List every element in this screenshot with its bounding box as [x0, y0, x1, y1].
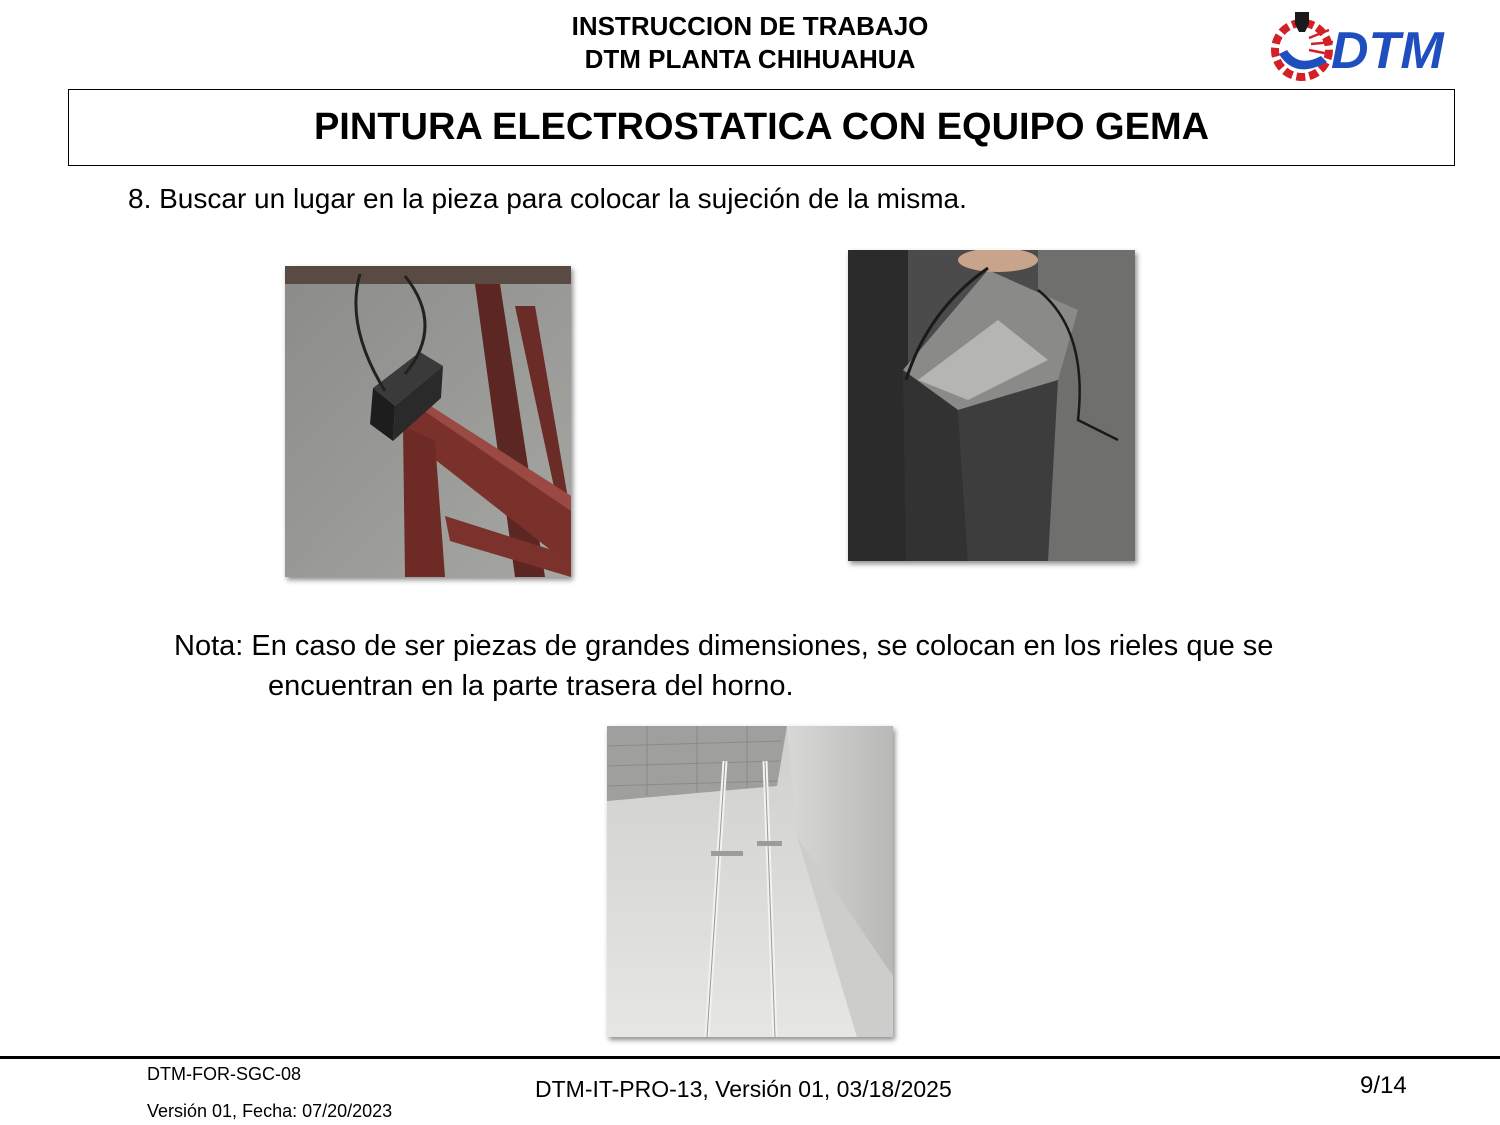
- dtm-logo: [1265, 10, 1485, 85]
- page-title: PINTURA ELECTROSTATICA CON EQUIPO GEMA: [68, 89, 1455, 166]
- footer-page-number: 9/14: [1360, 1072, 1407, 1099]
- header-line-2: DTM PLANTA CHIHUAHUA: [584, 44, 916, 74]
- note-line-2: encuentran en la parte trasera del horno.: [268, 670, 794, 702]
- step-text: 8. Buscar un lugar en la pieza para colocar la sujeción de la misma.: [128, 183, 967, 214]
- footer-form-version: Versión 01, Fecha: 07/20/2023: [147, 1101, 393, 1121]
- header-line-1: INSTRUCCION DE TRABAJO: [571, 11, 929, 41]
- footer-rule: [0, 1056, 1500, 1059]
- photo-dark-box-hook: [848, 250, 1135, 561]
- logo-text: DTM: [1331, 22, 1444, 80]
- photo-oven-rails: [607, 726, 893, 1037]
- note-line-1: Nota: En caso de ser piezas de grandes dimensiones, se colocan en los rieles que se: [174, 630, 1274, 662]
- footer-form-code: DTM-FOR-SGC-08: [147, 1064, 301, 1084]
- photo-red-frame-hook: [285, 266, 571, 577]
- note-text: [174, 626, 1464, 706]
- footer-doc-ref: DTM-IT-PRO-13, Versión 01, 03/18/2025: [535, 1076, 952, 1102]
